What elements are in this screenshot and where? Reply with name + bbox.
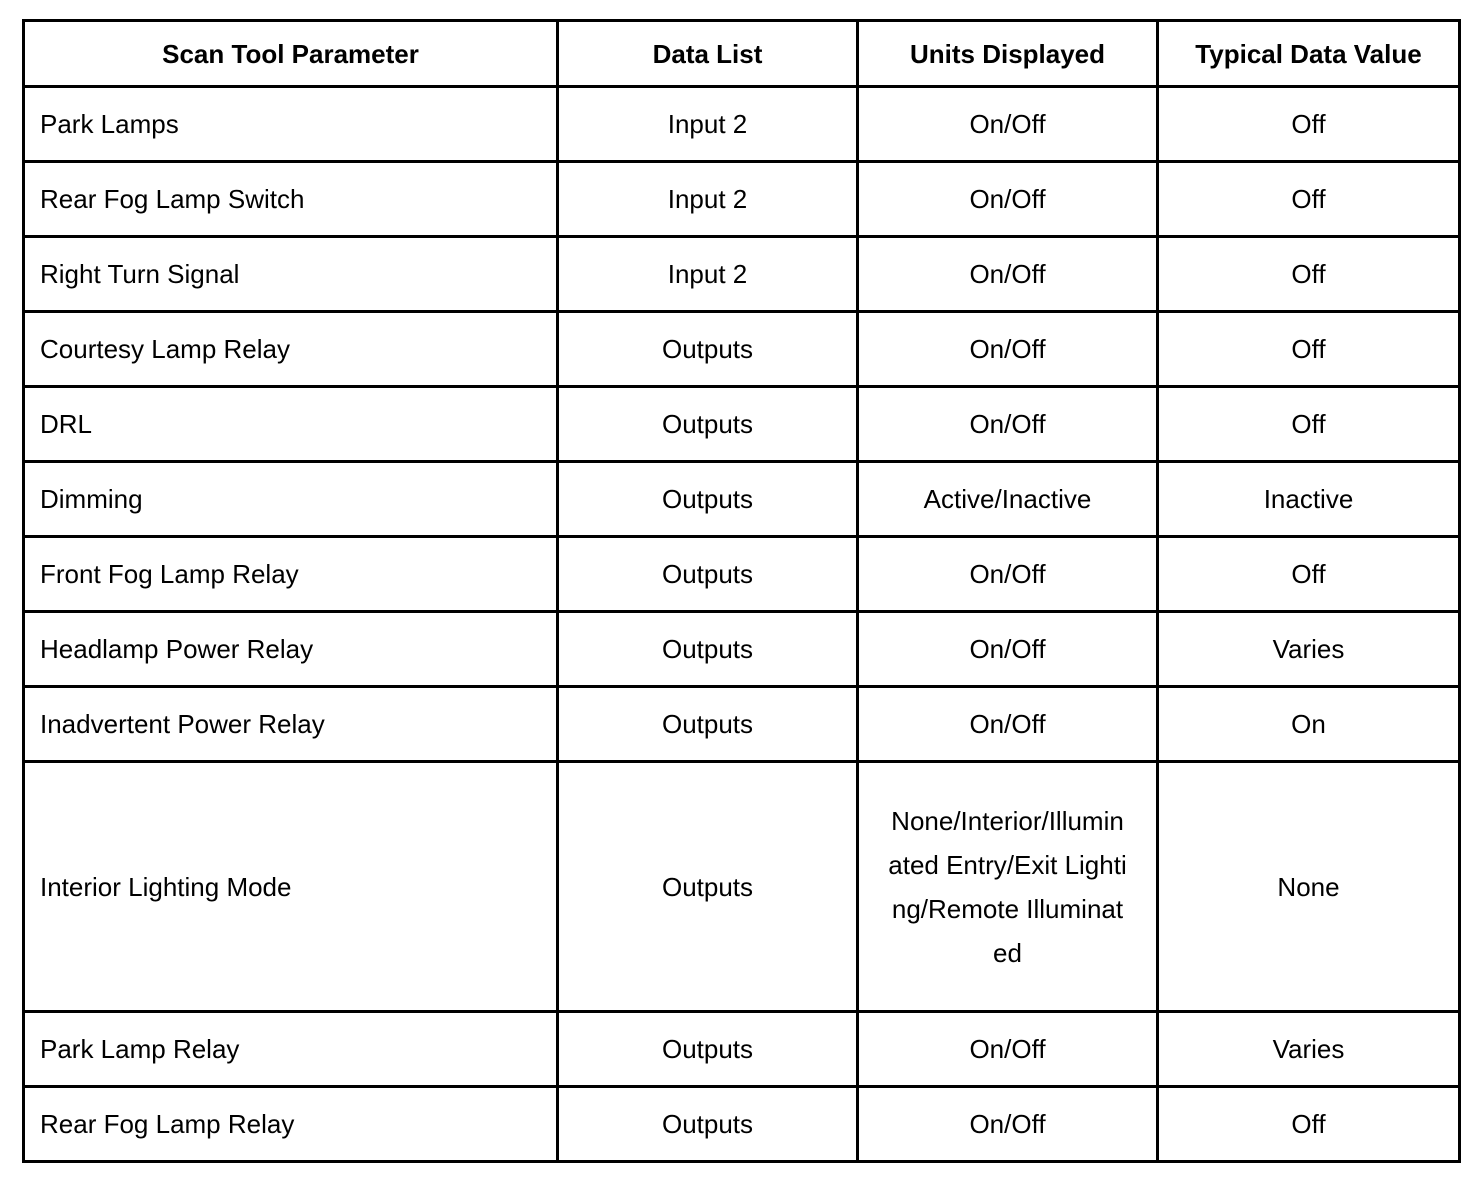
cell-parameter: Interior Lighting Mode — [24, 762, 558, 1012]
cell-units: On/Off — [858, 312, 1158, 387]
cell-data-list: Input 2 — [558, 237, 858, 312]
cell-typical-value: Off — [1158, 237, 1460, 312]
cell-parameter: Park Lamps — [24, 87, 558, 162]
cell-units: On/Off — [858, 687, 1158, 762]
cell-units: Active/Inactive — [858, 462, 1158, 537]
table-row — [24, 237, 1460, 312]
cell-data-list: Outputs — [558, 462, 858, 537]
cell-units: On/Off — [858, 237, 1158, 312]
cell-units: On/Off — [858, 612, 1158, 687]
table-row — [24, 312, 1460, 387]
cell-units: On/Off — [858, 387, 1158, 462]
cell-typical-value: Off — [1158, 87, 1460, 162]
cell-units: On/Off — [858, 1012, 1158, 1087]
table-row — [24, 762, 1460, 1012]
cell-parameter: Front Fog Lamp Relay — [24, 537, 558, 612]
table-row — [24, 387, 1460, 462]
cell-parameter: Courtesy Lamp Relay — [24, 312, 558, 387]
cell-parameter: Rear Fog Lamp Switch — [24, 162, 558, 237]
table-row — [24, 612, 1460, 687]
scan-tool-data-sheet — [22, 19, 1461, 1163]
cell-data-list: Input 2 — [558, 162, 858, 237]
cell-data-list: Outputs — [558, 762, 858, 1012]
header-row — [24, 21, 1460, 87]
scan-tool-data-table — [22, 19, 1461, 1163]
cell-data-list: Outputs — [558, 687, 858, 762]
cell-parameter: Rear Fog Lamp Relay — [24, 1087, 558, 1162]
cell-parameter: Headlamp Power Relay — [24, 612, 558, 687]
cell-units: On/Off — [858, 1087, 1158, 1162]
table-row — [24, 537, 1460, 612]
table-row — [24, 687, 1460, 762]
cell-data-list: Outputs — [558, 537, 858, 612]
cell-data-list: Input 2 — [558, 87, 858, 162]
cell-parameter: Dimming — [24, 462, 558, 537]
table-row — [24, 87, 1460, 162]
header-scan-tool-parameter: Scan Tool Parameter — [24, 21, 558, 87]
cell-parameter: DRL — [24, 387, 558, 462]
cell-typical-value: On — [1158, 687, 1460, 762]
cell-data-list: Outputs — [558, 1087, 858, 1162]
table-row — [24, 1087, 1460, 1162]
cell-data-list: Outputs — [558, 312, 858, 387]
cell-typical-value: Off — [1158, 387, 1460, 462]
cell-parameter: Inadvertent Power Relay — [24, 687, 558, 762]
table-row — [24, 462, 1460, 537]
cell-units: On/Off — [858, 162, 1158, 237]
cell-units: On/Off — [858, 87, 1158, 162]
cell-parameter: Right Turn Signal — [24, 237, 558, 312]
cell-typical-value: Inactive — [1158, 462, 1460, 537]
cell-typical-value: Off — [1158, 312, 1460, 387]
cell-data-list: Outputs — [558, 387, 858, 462]
header-units-displayed: Units Displayed — [858, 21, 1158, 87]
cell-typical-value: Off — [1158, 537, 1460, 612]
cell-data-list: Outputs — [558, 612, 858, 687]
cell-parameter: Park Lamp Relay — [24, 1012, 558, 1087]
cell-typical-value: None — [1158, 762, 1460, 1012]
header-typical-data-value: Typical Data Value — [1158, 21, 1460, 87]
cell-units — [858, 762, 1158, 1012]
cell-typical-value: Varies — [1158, 1012, 1460, 1087]
cell-typical-value: Off — [1158, 162, 1460, 237]
cell-data-list: Outputs — [558, 1012, 858, 1087]
cell-typical-value: Off — [1158, 1087, 1460, 1162]
cell-units: On/Off — [858, 537, 1158, 612]
table-row — [24, 162, 1460, 237]
cell-typical-value: Varies — [1158, 612, 1460, 687]
cell-units-text: None/Interior/Illuminated Entry/Exit Lighting/Remote Illuminated — [888, 805, 1127, 968]
header-data-list: Data List — [558, 21, 858, 87]
table-row — [24, 1012, 1460, 1087]
